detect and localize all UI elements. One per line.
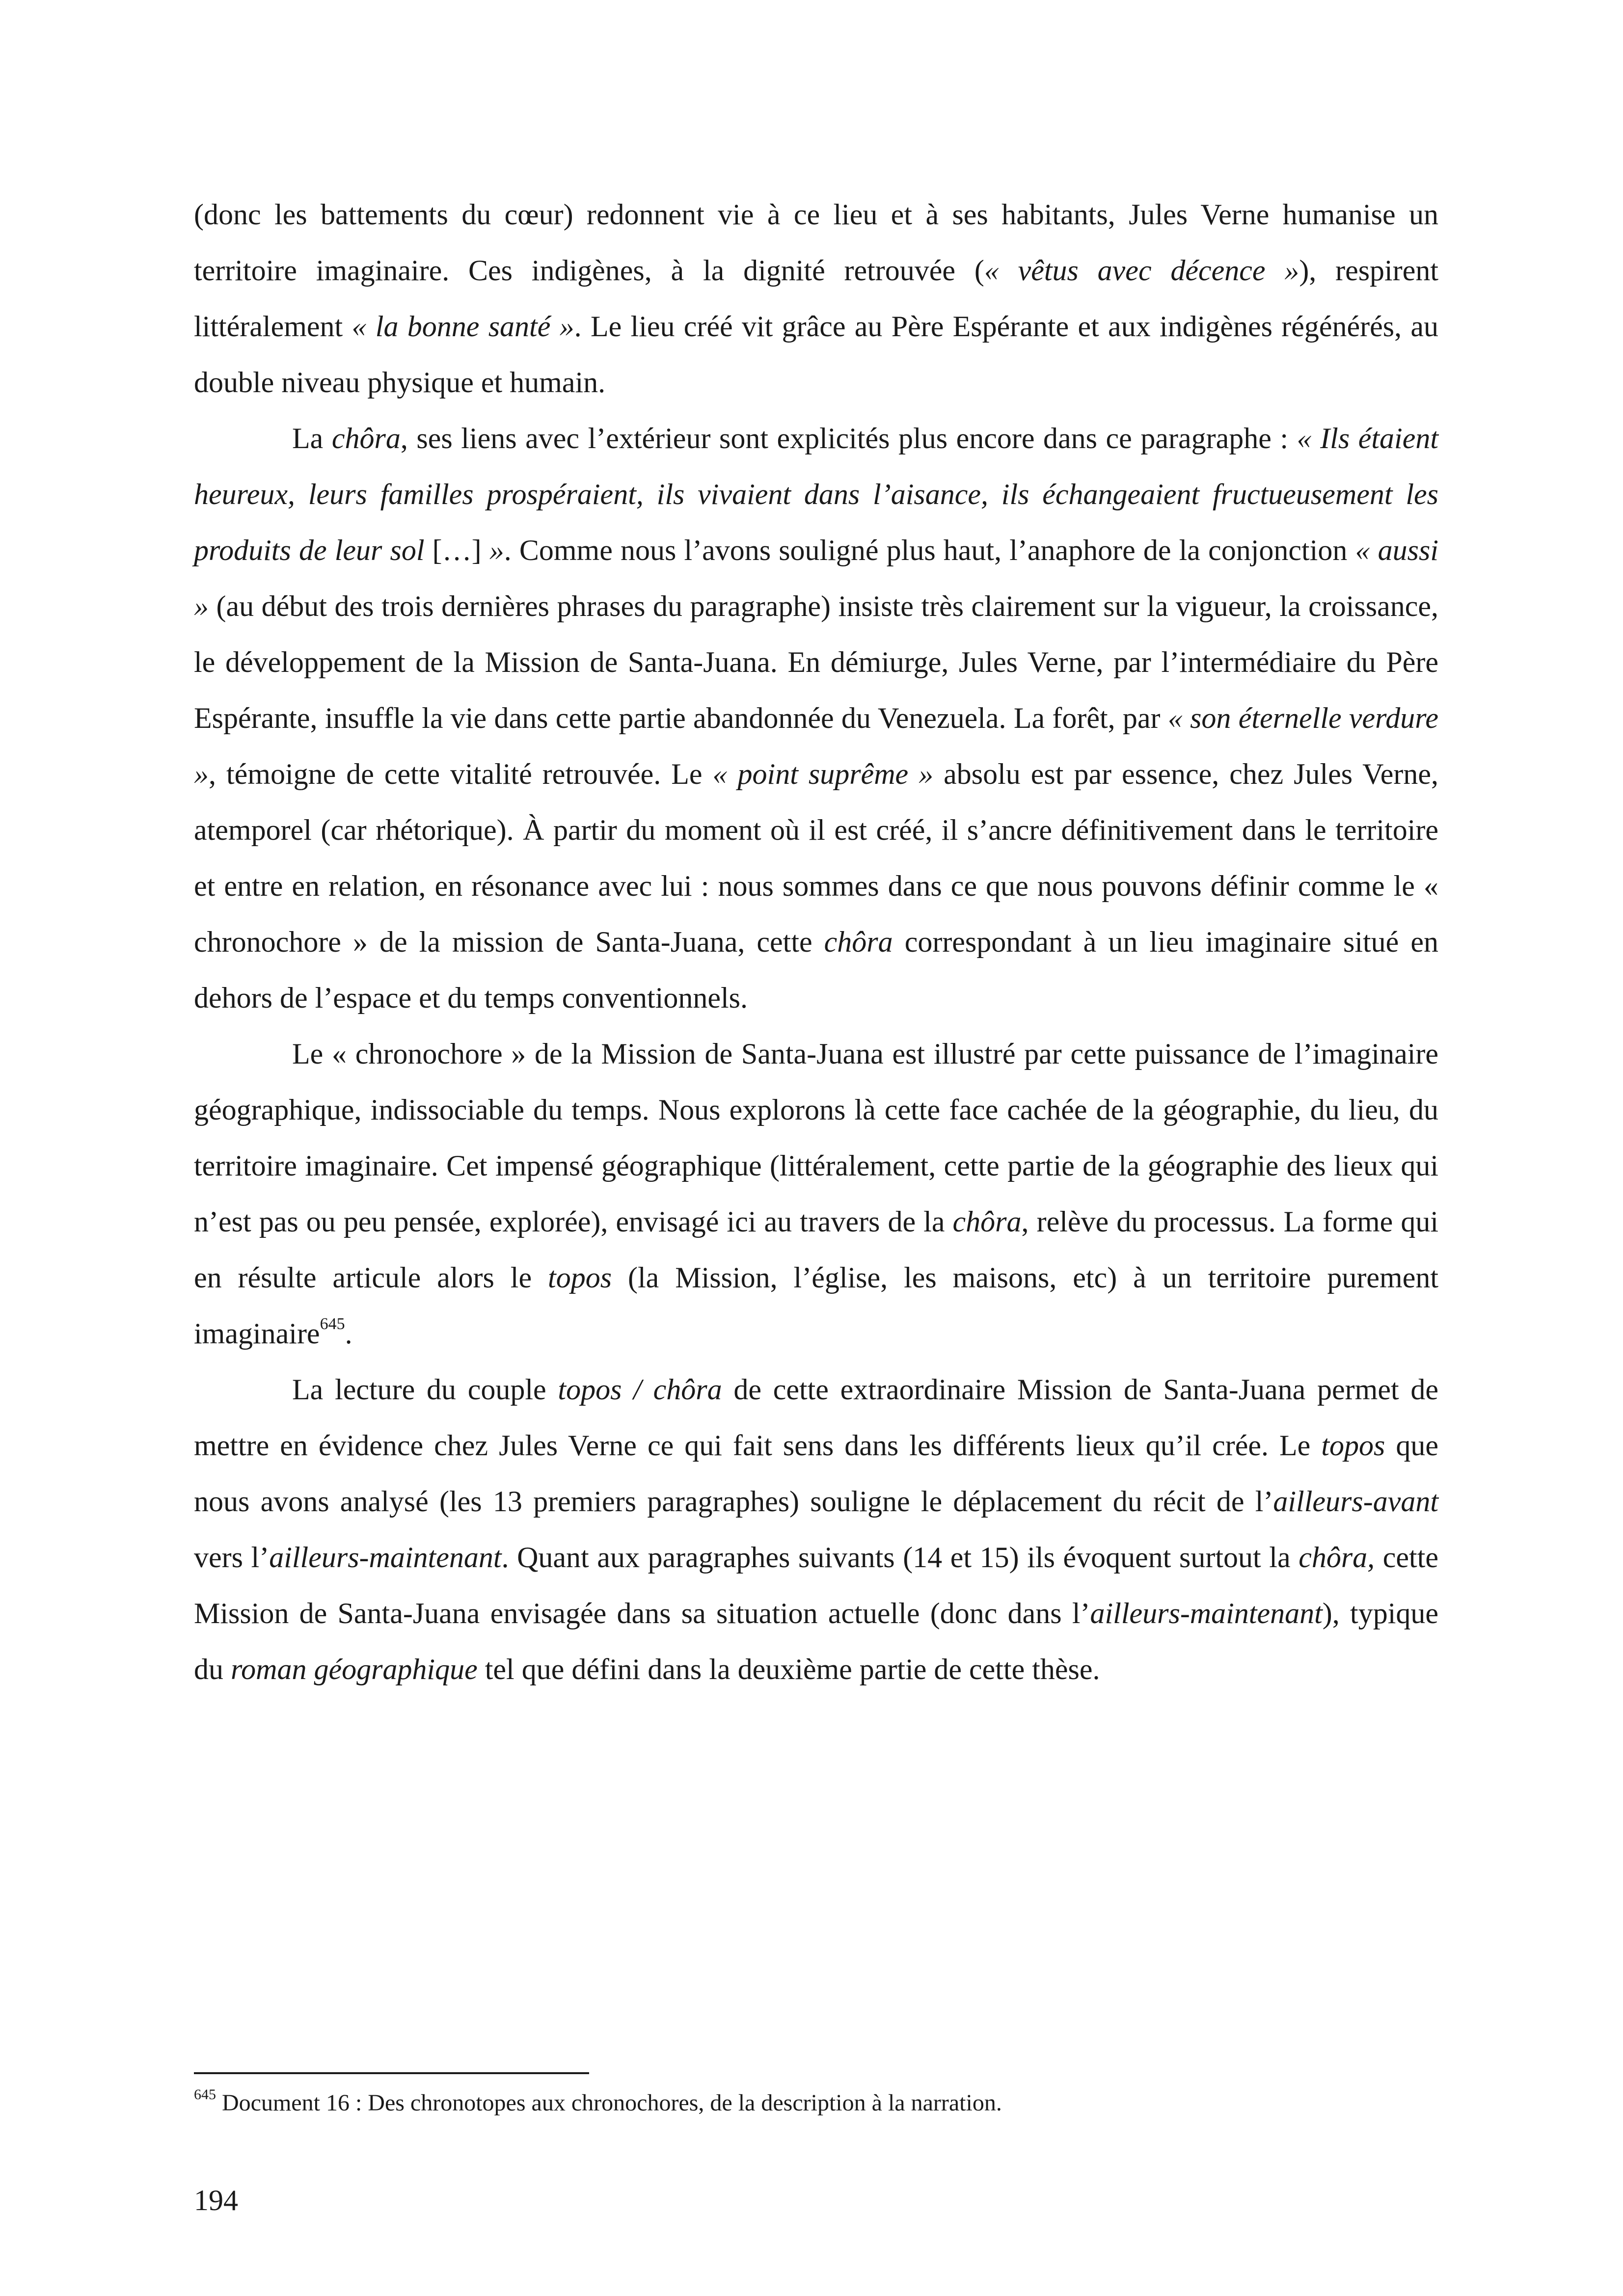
footnote-text: Document 16 : Des chronotopes aux chronochores, de la description à la narration. [222, 2090, 1002, 2116]
italic-text: chôra, [1298, 1541, 1375, 1574]
footnote-separator [194, 2072, 589, 2074]
paragraph-1 [194, 187, 1438, 410]
text-run: , relève du processus. La forme qui en résulte articule alors le [194, 1205, 1438, 1294]
text-run: . Quant aux paragraphes suivants (14 et 15) ils évoquent surtout la [501, 1541, 1299, 1574]
italic-text: roman géographique [231, 1653, 478, 1685]
text-run: (la Mission, l’église, les maisons, etc) à un territoire purement imaginaire [194, 1261, 1438, 1350]
italic-text: ailleurs-maintenant [269, 1541, 502, 1574]
italic-text: « Ils étaient heureux, leurs familles prospéraient, ils vivaient dans l’aisance, ils échangeaient fructueusement les produits de leur sol [194, 422, 1438, 566]
text-run: vers l’ [194, 1541, 270, 1574]
italic-text: « la bonne santé » [352, 310, 574, 343]
paragraph-4 [194, 1362, 1438, 1697]
italic-text: topos [548, 1261, 612, 1294]
text-run: (donc les battements du cœur) redonnent vie à ce lieu et à ses habitants, Jules Verne humanise un territoire imaginaire. Ces indigènes, à la dignité retrouvée ( [194, 198, 1438, 287]
italic-text: chôra [952, 1205, 1022, 1238]
italic-text: ailleurs-maintenant [1090, 1597, 1323, 1629]
text-run: Le « chronochore » de la Mission de Santa-Juana est illustré par cette puissance de l’imaginaire géographique, indissociable du temps. Nous explorons là cette face cachée de la géographie, du lieu, du territoire imaginaire. Cet impensé géographique (littéralement, cette partie de la géographie des lieux qui n’est pas ou peu pensée, explorée), envisagé ici au travers de la [194, 1038, 1438, 1238]
footnote-number: 645 [194, 2086, 216, 2103]
italic-text: chôra [824, 926, 893, 958]
text-run: que nous avons analysé (les 13 premiers paragraphes) souligne le déplacement du récit de l’ [194, 1429, 1438, 1518]
italic-text: ailleurs-avant [1273, 1485, 1438, 1518]
text-run: . [345, 1317, 352, 1350]
text-run: ), typique du [194, 1597, 1438, 1685]
text-run: La lecture du couple [292, 1373, 558, 1406]
italic-text: « point suprême » [712, 758, 934, 790]
text-run: La [292, 422, 332, 454]
text-run: (au début des trois dernières phrases du paragraphe) insiste très clairement sur la vigueur, la croissance, le développement de la Mission de Santa-Juana. En démiurge, Jules Verne, par l’intermédiaire du Père Espérante, insuffle la vie dans cette partie abandonnée du Venezuela. La forêt, par [194, 590, 1438, 734]
page-number: 194 [194, 2184, 238, 2216]
text-run: […] [424, 534, 489, 566]
text-run: , ses liens avec l’extérieur sont explicités plus encore dans ce paragraphe : [400, 422, 1297, 454]
paragraph-3 [194, 1026, 1438, 1362]
paragraph-2 [194, 410, 1438, 1026]
page-body [194, 187, 1438, 1697]
text-run: . Comme nous l’avons souligné plus haut, l’anaphore de la conjonction [504, 534, 1355, 566]
footnote [194, 2088, 1438, 2118]
text-run: . Le lieu créé vit grâce au Père Espérante et aux indigènes régénérés, au double niveau physique et humain. [194, 310, 1438, 399]
text-run: de cette extraordinaire Mission de Santa-Juana permet de mettre en évidence chez Jules Verne ce qui fait sens dans les différents lieux qu’il crée. Le [194, 1373, 1438, 1462]
text-run: , témoigne de cette vitalité retrouvée. Le [209, 758, 713, 790]
italic-text: chôra [331, 422, 401, 454]
text-run: correspondant à un lieu imaginaire situé en dehors de l’espace et du temps conventionnels. [194, 926, 1438, 1014]
italic-text: » [489, 534, 504, 566]
footnote-reference: 645 [320, 1315, 345, 1333]
text-run: tel que défini dans la deuxième partie de cette thèse. [477, 1653, 1100, 1685]
italic-text: topos / chôra [558, 1373, 722, 1406]
text-run: absolu est par essence, chez Jules Verne, atemporel (car rhétorique). À partir du moment où il est créé, il s’ancre définitivement dans le territoire et entre en relation, en résonance avec lui : nous sommes dans ce que nous pouvons définir comme le « chronochore » de la mission de Santa-Juana, cette [194, 758, 1438, 958]
text-run: ), respirent littéralement [194, 254, 1438, 343]
text-run: cette Mission de Santa-Juana envisagée dans sa situation actuelle (donc dans l’ [194, 1541, 1438, 1629]
italic-text: « vêtus avec décence » [984, 254, 1299, 287]
italic-text: « son éternelle verdure » [194, 702, 1439, 790]
italic-text: « aussi » [194, 534, 1438, 622]
italic-text: topos [1321, 1429, 1385, 1462]
